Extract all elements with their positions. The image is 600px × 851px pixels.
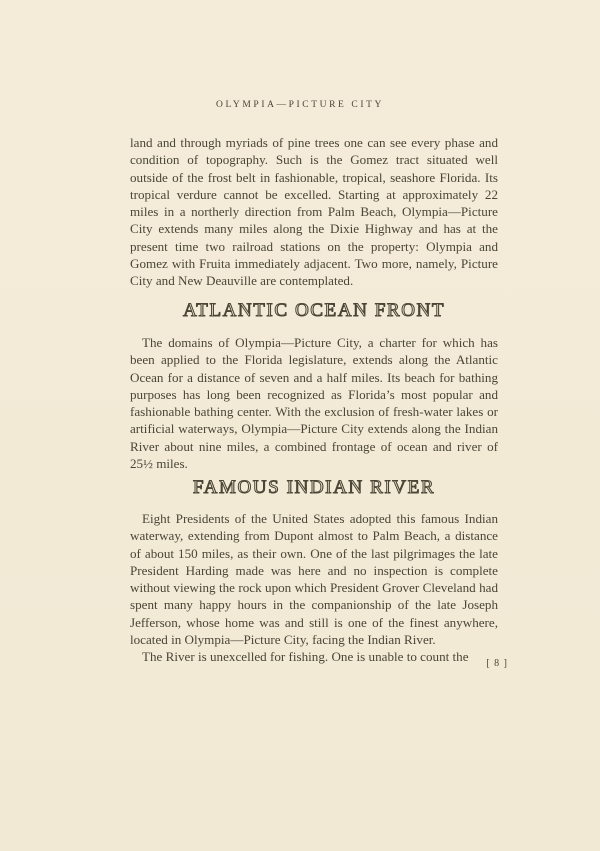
paragraph-topography: land and through myriads of pine trees one can see every phase and condition of topography. Such is the Gomez tract situated well outside of the frost belt in fashionable, tropical, seashore Florida. Its tropical verdure cannot be excelled. Starting at approximately 22 miles in a northerly direction from Palm Beach, Olympia—Picture City extends many miles along the Dixie Highway and has at the present time two railroad stations on the property: Olympia and Gomez with Fruita immediately adjacent. Two more, namely, Picture City and New Deauville are contemplated.: [130, 135, 498, 289]
heading-famous-indian-river: FAMOUS INDIAN RIVER: [192, 477, 436, 498]
body-section-2: [130, 334, 498, 472]
paragraph-presidents: Eight Presidents of the United States adopted this famous Indian waterway, extending from Dupont almost to Palm Beach, a distance of about 150 miles, as their own. One of the last pilgrimages the late President Harding made was here and no inspection is complete without viewing the rock upon which President Grover Cleveland had spent many happy hours in the companionship of the late Joseph Jefferson, whose home was and still is one of the finest anywhere, located in Olympia—Picture City, facing the Indian River.: [130, 511, 498, 648]
paragraph-domains: The domains of Olympia—Picture City, a charter for which has been applied to the Florida legislature, extends along the Atlantic Ocean for a distance of seven and a half miles. Its beach for bathing purposes has long been recognized as Florida’s most popular and fashionable bathing center. With the exclusion of fresh-water lakes or artificial waterways, Olympia—Picture City extends along the Indian River about nine miles, a combined frontage of ocean and river of 25½ miles.: [130, 335, 498, 472]
running-head: OLYMPIA—PICTURE CITY: [216, 100, 384, 110]
body-section-1: [130, 134, 498, 290]
body-section-3: [130, 510, 498, 666]
paragraph-fishing: The River is unexcelled for fishing. One is unable to count the: [142, 649, 469, 665]
heading-atlantic-ocean-front: ATLANTIC OCEAN FRONT: [182, 300, 446, 321]
page-number: [ 8 ]: [486, 658, 508, 669]
